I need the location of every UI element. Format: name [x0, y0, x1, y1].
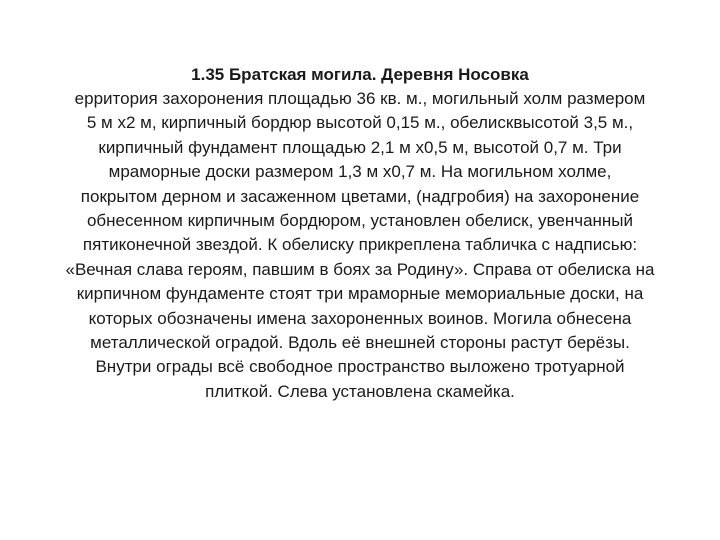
body-line-1: ерритория захоронения площадью 36 кв. м., могильный холм размером — [74, 89, 646, 108]
body-line-3: кирпичный фундамент площадью 2,1 м х0,5 м, высотой 0,7 м. Три — [98, 137, 622, 157]
body-line-10: которых обозначены имена захороненных воинов. Могила обнесена — [88, 308, 632, 328]
body-line-5: покрытом дерном и засаженном цветами, (надгробия) на захоронение — [80, 186, 640, 206]
body-line-2: 5 м х2 м, кирпичный бордюр высотой 0,15 м., обелисквысотой 3,5 м., — [86, 113, 634, 133]
body-line-13: плиткой. Слева установлена скамейка. — [205, 381, 515, 401]
text-block — [30, 63, 690, 404]
body-line-12: Внутри ограды всё свободное пространство выложено тротуарной — [95, 357, 625, 377]
body-line-4: мраморные доски размером 1,3 м х0,7 м. На могильном холме, — [108, 162, 612, 182]
body-line-6: обнесенном кирпичным бордюром, установлен обелиск, увенчанный — [86, 211, 634, 231]
body-line-8: «Вечная слава героям, павшим в боях за Родину». Справа от обелиска на — [65, 259, 655, 279]
body-line-7: пятиконечной звездой. К обелиску прикреплена табличка с надписью: — [82, 235, 638, 255]
body-line-11: металлической оградой. Вдоль её внешней стороны растут берёзы. — [90, 333, 630, 353]
body-line-9: кирпичном фундаменте стоят три мраморные мемориальные доски, на — [76, 284, 644, 304]
document-title: 1.35 Братская могила. Деревня Носовка — [191, 65, 529, 84]
